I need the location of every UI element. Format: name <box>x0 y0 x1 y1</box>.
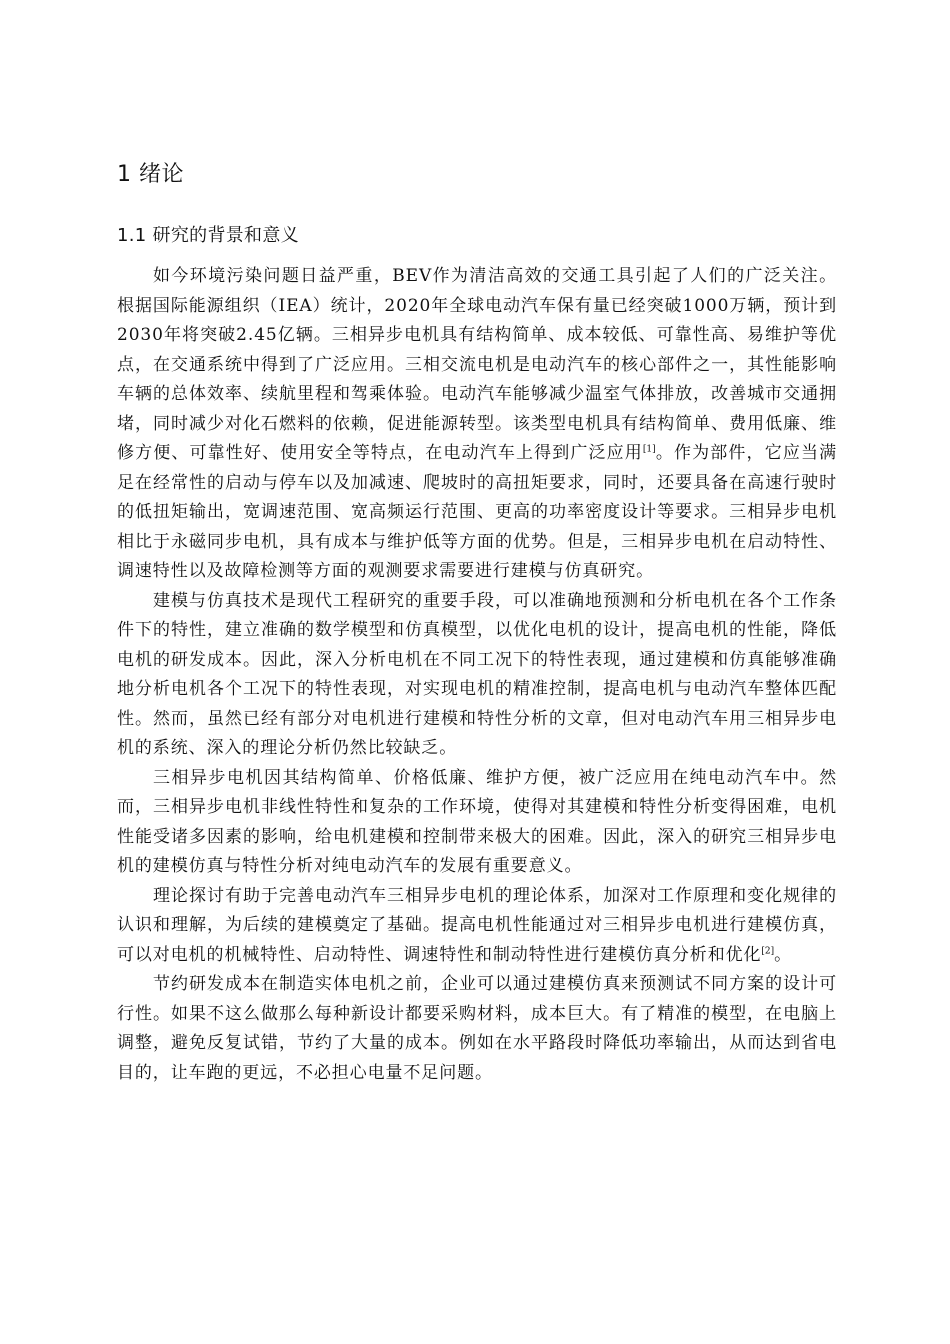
paragraph-background <box>117 262 837 587</box>
citation-2: [2] <box>761 945 775 956</box>
paragraph-text-continued: 。作为部件，它应当满足在经常性的启动与停车以及加减速、爬坡时的高扭矩要求，同时，还要具备在高速行驶时的低扭矩输出，宽调速范围、宽高频运行范围、更高的功率密度设计等要求。三相异步电机相比于永磁同步电机，具有成本与维护低等方面的优势。但是，三相异步电机在启动特性、调速特性以及故障检测等方面的观测要求需要进行建模与仿真研究。 <box>117 443 837 581</box>
paragraph-text: 节约研发成本在制造实体电机之前，企业可以通过建模仿真来预测试不同方案的设计可行性。如果不这么做那么每种新设计都要采购材料，成本巨大。有了精准的模型，在电脑上调整，避免反复试错，节约了大量的成本。例如在水平路段时降低功率输出，从而达到省电目的，让车跑的更远，不必担心电量不足问题。 <box>117 974 837 1083</box>
paragraph-theory <box>117 882 837 971</box>
citation-1: [1] <box>642 444 656 455</box>
paragraph-text-continued: 。 <box>774 944 793 965</box>
paragraph-text: 三相异步电机因其结构简单、价格低廉、维护方便，被广泛应用在纯电动汽车中。然而，三相异步电机非线性特性和复杂的工作环境，使得对其建模和特性分析变得困难，电机性能受诸多因素的影响，给电机建模和控制带来极大的困难。因此，深入的研究三相异步电机的建模仿真与特性分析对纯电动汽车的发展有重要意义。 <box>117 767 837 876</box>
body-text <box>117 262 837 1088</box>
paragraph-text: 如今环境污染问题日益严重，BEV作为清洁高效的交通工具引起了人们的广泛关注。根据国际能源组织（IEA）统计，2020年全球电动汽车保有量已经突破1000万辆，预计到2030年将突破2.45亿辆。三相异步电机具有结构简单、成本较低、可靠性高、易维护等优点，在交通系统中得到了广泛应用。三相交流电机是电动汽车的核心部件之一，其性能影响车辆的总体效率、续航里程和驾乘体验。电动汽车能够减少温室气体排放，改善城市交通拥堵，同时减少对化石燃料的依赖，促进能源转型。该类型电机具有结构简单、费用低廉、维修方便、可靠性好、使用安全等特点，在电动汽车上得到广泛应用 <box>117 266 837 463</box>
chapter-title: 1 绪论 <box>117 162 184 187</box>
paragraph-cost-saving <box>117 970 837 1088</box>
paragraph-text: 建模与仿真技术是现代工程研究的重要手段，可以准确地预测和分析电机在各个工作条件下的特性，建立准确的数学模型和仿真模型，以优化电机的设计，提高电机的性能，降低电机的研发成本。因此，深入分析电机在不同工况下的特性表现，通过建模和仿真能够准确地分析电机各个工况下的特性表现，对实现电机的精准控制，提高电机与电动汽车整体匹配性。然而，虽然已经有部分对电机进行建模和特性分析的文章，但对电动汽车用三相异步电机的系统、深入的理论分析仍然比较缺乏。 <box>117 590 837 758</box>
paragraph-text: 理论探讨有助于完善电动汽车三相异步电机的理论体系，加深对工作原理和变化规律的认识和理解，为后续的建模奠定了基础。提高电机性能通过对三相异步电机进行建模仿真，可以对电机的机械特性、启动特性、调速特性和制动特性进行建模仿真分析和优化 <box>117 885 837 965</box>
paragraph-significance <box>117 764 837 882</box>
section-title: 1.1 研究的背景和意义 <box>117 225 299 246</box>
paragraph-modeling-simulation <box>117 587 837 764</box>
